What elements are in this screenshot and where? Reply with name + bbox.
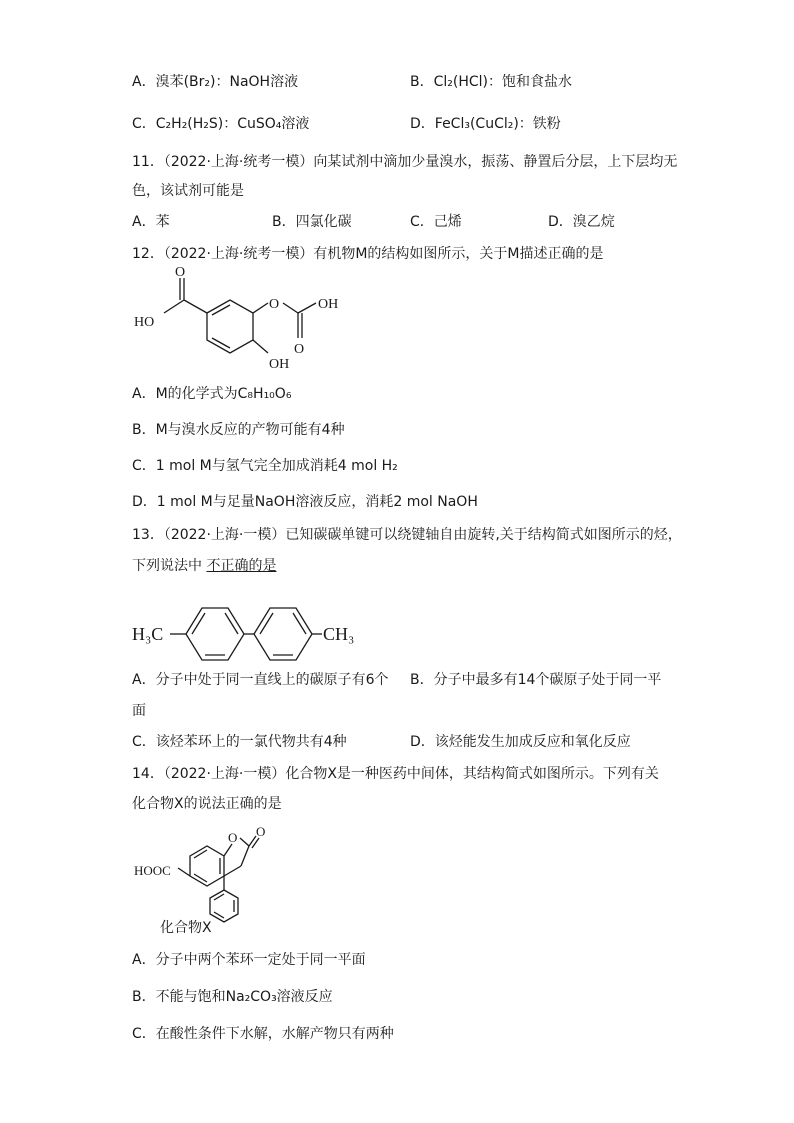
- q13-stem-underlined: 不正确的是: [206, 558, 277, 574]
- q12-label-oh1: OH: [318, 297, 339, 312]
- q10-option-a: A．溴苯(Br₂)：NaOH溶液: [132, 74, 299, 90]
- q12-bond-o-c: [283, 303, 298, 313]
- q12-label-oh2: OH: [269, 357, 290, 372]
- q12-option-d: D．1 mol M与足量NaOH溶液反应，消耗2 mol NaOH: [132, 494, 478, 510]
- q12-label-o1: O: [175, 265, 186, 280]
- q14-option-b: B．不能与饱和Na₂CO₃溶液反应: [132, 989, 333, 1005]
- q13-stem-prefix: 下列说法中: [132, 558, 202, 574]
- q12-option-b: B．M与溴水反应的产物可能有4种: [132, 422, 345, 438]
- q12-ring-double-bond-2: [212, 338, 230, 348]
- q11-option-c: C．己烯: [410, 214, 462, 230]
- q13-option-b: B．分子中最多有14个碳原子处于同一平: [410, 672, 662, 688]
- q14-option-c: C．在酸性条件下水解，水解产物只有两种: [132, 1026, 394, 1042]
- q12-option-a: A．M的化学式为C₈H₁₀O₆: [132, 386, 292, 402]
- q14-stem-line1: 14．（2022·上海·一模）化合物X是一种医药中间体，其结构简式如图所示。下列有关: [132, 766, 659, 782]
- q13-ring-left: [186, 608, 244, 660]
- q12-ring-double-bond-1: [212, 305, 230, 315]
- q12-ring: [207, 300, 253, 353]
- q14-label-o-ring: O: [228, 830, 238, 845]
- q12-label-o3: O: [294, 342, 305, 357]
- q14-label-hooc: HOOC: [134, 863, 171, 878]
- q12-bond-c-oh: [164, 300, 184, 313]
- q11-option-b: B．四氯化碳: [272, 214, 352, 230]
- q10-option-b: B．Cl₂(HCl)：饱和食盐水: [410, 74, 572, 90]
- q13-ring-right-double-1: [260, 613, 273, 634]
- q13-stem-line2: [132, 556, 276, 576]
- q14-structure-caption: 化合物X: [160, 920, 212, 936]
- q13-stem-line1: 13．（2022·上海·一模）已知碳碳单键可以绕键轴自由旋转,关于结构简式如图所示的烃，: [132, 527, 682, 543]
- q14-bond-o-carbonyl: [240, 838, 249, 846]
- q13-structure-diagram: [132, 586, 372, 666]
- q12-label-ho: HO: [134, 315, 155, 330]
- q14-bond-c-o-ring: [224, 844, 232, 856]
- q14-bond-ch2-ch: [224, 866, 241, 876]
- q13-option-a: A．分子中处于同一直线上的碳原子有6个: [132, 672, 389, 688]
- q10-option-c: C．C₂H₂(H₂S)：CuSO₄溶液: [132, 116, 310, 132]
- q12-bond-ring-c: [184, 300, 207, 313]
- q12-bond-ring-oh: [253, 340, 268, 353]
- q13-ring-right-double-2: [293, 613, 306, 634]
- q12-stem: 12．（2022·上海·统考一模）有机物M的结构如图所示，关于M描述正确的是: [132, 246, 604, 262]
- q13-ring-left-double-1: [192, 613, 205, 634]
- q13-option-c: C．该烃苯环上的一氯代物共有4种: [132, 734, 347, 750]
- q13-label-h3c: H₃C: [132, 624, 164, 644]
- q13-option-d: D．该烃能发生加成反应和氧化反应: [410, 734, 631, 750]
- q11-option-a: A．苯: [132, 214, 170, 230]
- q12-option-c: C．1 mol M与氢气完全加成消耗4 mol H₂: [132, 458, 398, 474]
- q13-ring-right: [254, 608, 312, 660]
- q14-benzo-double-3: [194, 874, 207, 882]
- q12-bond-c-oh-right: [298, 303, 316, 313]
- q10-option-d: D．FeCl₃(CuCl₂)：铁粉: [410, 116, 561, 132]
- q12-structure-diagram: [132, 265, 372, 378]
- q14-benzo-double-1: [194, 850, 207, 858]
- q14-structure-diagram: [132, 820, 292, 940]
- q13-option-b-continued: 面: [132, 703, 146, 719]
- q11-stem-line2: 色，该试剂可能是: [132, 183, 244, 199]
- q12-bond-ring-o: [253, 303, 268, 313]
- q14-bond-ring-cooh: [178, 868, 190, 876]
- q14-label-o-keto: O: [256, 824, 266, 839]
- q11-option-d: D．溴乙烷: [548, 214, 615, 230]
- q14-bond-carbonyl-ch2: [241, 846, 249, 866]
- q11-stem-line1: 11．（2022·上海·统考一模）向某试剂中滴加少量溴水，振荡、静置后分层，上下层均无: [132, 154, 678, 170]
- q14-stem-line2: 化合物X的说法正确的是: [132, 796, 282, 812]
- q14-benzo-ring: [190, 846, 224, 886]
- q13-ring-left-double-2: [225, 613, 238, 634]
- q13-label-ch3: CH₃: [323, 624, 355, 644]
- q14-option-a: A．分子中两个苯环一定处于同一平面: [132, 952, 366, 968]
- q12-label-o2: O: [269, 297, 280, 312]
